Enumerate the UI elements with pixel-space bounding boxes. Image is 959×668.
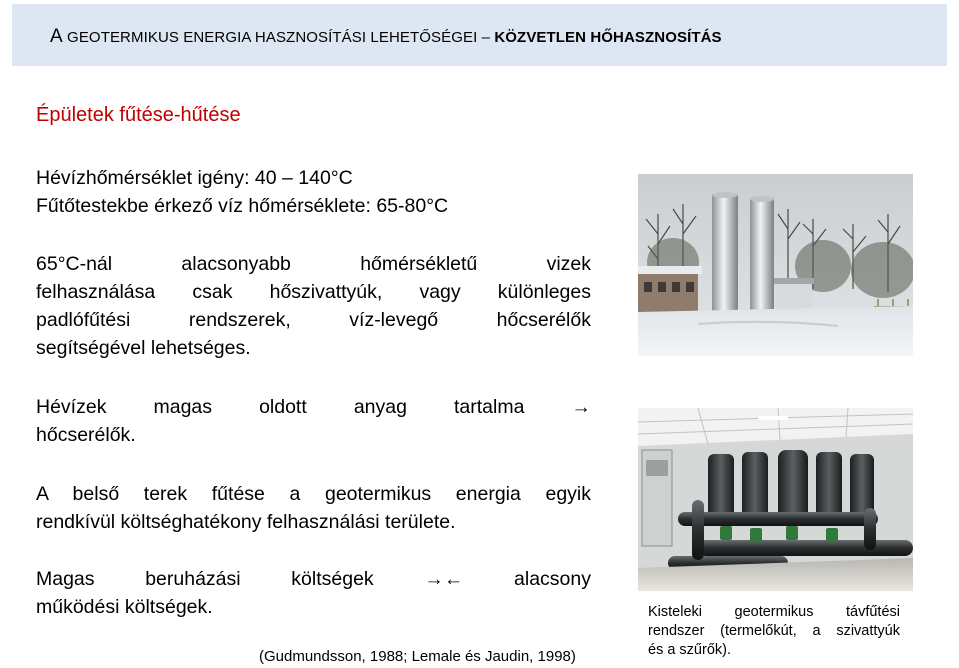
pump-room-illustration: [638, 408, 913, 591]
photo-geothermal-towers: [638, 174, 913, 356]
text-line: 65°C-nál alacsonyabb hőmérsékletű vizek: [36, 253, 591, 275]
photo-pump-room: [638, 408, 913, 591]
title-dash: –: [477, 29, 495, 46]
caption-line: Kisteleki geotermikus távfűtési: [648, 604, 900, 620]
text-line: rendkívül költséghatékony felhasználási területe.: [36, 511, 456, 533]
text-line: hőcserélők.: [36, 424, 136, 446]
title-first-letter: A: [50, 26, 63, 47]
text-line: Hévízek magas oldott anyag tartalma →: [36, 396, 591, 418]
slide-title: [50, 26, 722, 48]
section-title: Épületek fűtése-hűtése: [36, 104, 241, 126]
title-bold: KÖZVETLEN HŐHASZNOSÍTÁS: [494, 29, 722, 46]
paragraph-temperature: [36, 164, 591, 220]
caption-line: és a szűrők).: [648, 642, 731, 658]
caption-line: rendszer (termelőkút, a szivattyúk: [648, 623, 900, 639]
paragraph-investment: [36, 565, 591, 621]
title-main: GEOTERMIKUS ENERGIA HASZNOSÍTÁSI LEHETŐSÉGEI: [62, 29, 478, 46]
paragraph-cost-effective: [36, 480, 591, 536]
text-line: segítségével lehetséges.: [36, 337, 251, 359]
text-line: Magas beruházási költségek →← alacsony: [36, 568, 591, 590]
text-line: Hévízhőmérséklet igény: 40 – 140°C: [36, 167, 353, 189]
text-line: felhasználása csak hőszivattyúk, vagy különleges: [36, 281, 591, 303]
text-line: A belső terek fűtése a geotermikus energia egyik: [36, 483, 591, 505]
towers-illustration: [638, 174, 913, 356]
citation: (Gudmundsson, 1988; Lemale és Jaudin, 1998): [259, 648, 576, 665]
paragraph-dissolved: [36, 393, 591, 449]
text-line: működési költségek.: [36, 596, 213, 618]
photo-caption: [648, 603, 900, 660]
slide-header: [12, 4, 947, 66]
text-line: Fűtőtestekbe érkező víz hőmérséklete: 65-80°C: [36, 195, 449, 217]
paragraph-heat-pumps: [36, 250, 591, 362]
text-line: padlófűtési rendszerek, víz-levegő hőcserélők: [36, 309, 591, 331]
